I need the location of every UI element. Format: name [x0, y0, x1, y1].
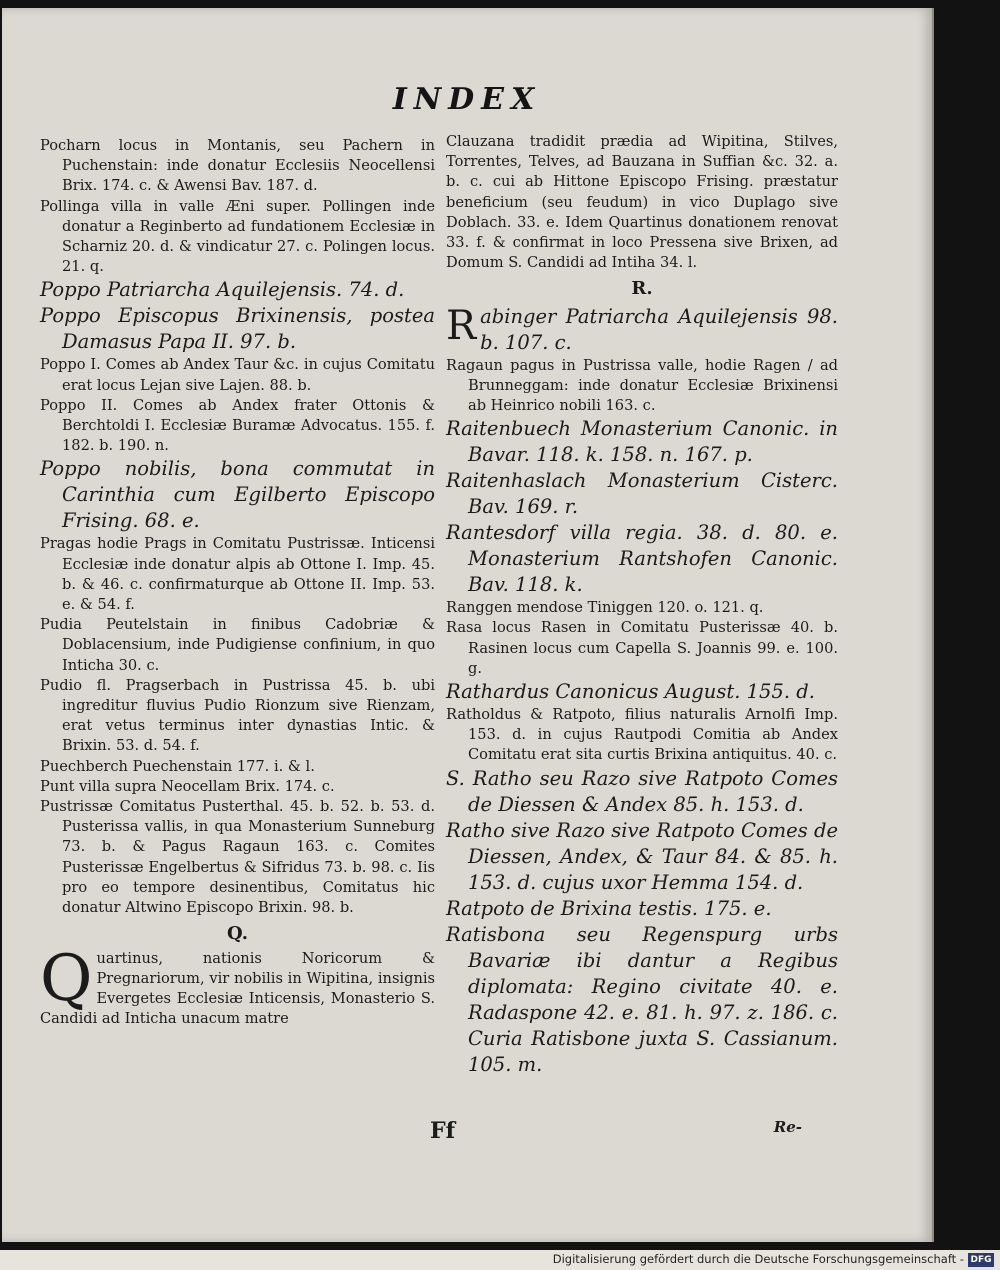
dfg-logo: DFG	[968, 1253, 994, 1267]
entry-text: uartinus, nationis Noricorum & Pregnariorum, vir nobilis in Wipitina, insignis Evergetes Ecclesiæ Inticensis, Monasterio S. Candidi ad Inticha unacum matre	[40, 949, 435, 1028]
index-entry-rabinger	[446, 304, 838, 356]
index-entry: Poppo Patriarcha Aquilejensis. 74. d.	[40, 278, 405, 302]
index-entry: Puechberch Puechenstain 177. i. & l.	[40, 757, 315, 775]
entry-text: abinger Patriarcha Aquilejensis 98. b. 107. c.	[480, 304, 838, 354]
index-entry: Raitenbuech Monasterium Canonic. in Bavar. 118. k. 158. n. 167. p.	[446, 417, 838, 467]
section-letter-r: R.	[631, 278, 653, 300]
digitization-credit: Digitalisierung gefördert durch die Deutsche Forschungsgemeinschaft -	[552, 1252, 964, 1266]
section-letter-q: Q.	[226, 923, 249, 945]
index-entry: Raitenhaslach Monasterium Cisterc. Bav. 169. r.	[446, 469, 838, 519]
index-entry: Poppo nobilis, bona commutat in Carinthia cum Egilberto Episcopo Frising. 68. e.	[40, 457, 435, 533]
index-entry: Ratho sive Razo sive Ratpoto Comes de Diessen, Andex, & Taur 84. & 85. h. 153. d. cujus uxor Hemma 154. d.	[446, 818, 838, 894]
index-entry: S. Ratho seu Razo sive Ratpoto Comes de Diessen & Andex 85. h. 153. d.	[446, 766, 838, 816]
index-entry: Punt villa supra Neocellam Brix. 174. c.	[40, 777, 335, 795]
index-entry-quartinus	[40, 941, 435, 1030]
dropcap-r: R	[446, 302, 477, 349]
index-entry: Pollinga villa in valle Æni super. Pollingen inde donatur a Reginberto ad fundationem Ecclesiæ in Scharniz 20. d. & vindicatur 27. c. Polingen locus. 21. q.	[40, 197, 435, 276]
index-entry: Pudia Peutelstain in finibus Cadobriæ & Doblacensium, inde Pudigiense confinium, in quo Inticha 30. c.	[40, 616, 435, 674]
index-entry: Rantesdorf villa regia. 38. d. 80. e. Monasterium Rantshofen Canonic. Bav. 118. k.	[446, 521, 838, 597]
index-entry: Poppo II. Comes ab Andex frater Ottonis & Berchtoldi I. Ecclesiæ Buramæ Advocatus. 155. f. 182. b. 190. n.	[40, 396, 435, 455]
index-entry: Ratpoto de Brixina testis. 175. e.	[446, 896, 772, 920]
index-entry: Pragas hodie Prags in Comitatu Pustrissæ. Inticensi Ecclesiæ inde donatur alpis ab Ottone I. Imp. 45. b. & 46. c. confirmaturque ab Ottone II. Imp. 53. e. & 54. f.	[40, 535, 435, 614]
index-entry: Poppo I. Comes ab Andex Taur &c. in cujus Comitatu erat locus Lejan sive Lajen. 88. b.	[40, 356, 435, 394]
index-entry: Pudio fl. Pragserbach in Pustrissa 45. b. ubi ingreditur fluvius Pudio Rionzum sive Rienzam, erat vetus terminus inter dynastias Intic. & Brixin. 53. d. 54. f.	[40, 676, 435, 755]
right-column	[446, 132, 838, 1078]
index-entry: Ragaun pagus in Pustrissa valle, hodie Ragen / ad Brunneggam: inde donatur Ecclesiæ Brixinensi ab Heinrico nobili 163. c.	[446, 356, 838, 415]
index-entry: Ratholdus & Ratpoto, filius naturalis Arnolfi Imp. 153. d. in cujus Rautpodi Comitia ab Andex Comitatu erat sita curtis Brixina antiquitus. 40. c.	[446, 706, 838, 764]
index-entry: Rathardus Canonicus August. 155. d.	[446, 680, 815, 704]
catchword: Re-	[773, 1118, 802, 1136]
book-page	[2, 8, 934, 1242]
signature-mark: Ff	[430, 1118, 456, 1144]
index-entry: Rasa locus Rasen in Comitatu Pusterissæ 40. b. Rasinen locus cum Capella S. Joannis 99. e. 100. g.	[446, 619, 838, 677]
dropcap-q: Q	[40, 941, 93, 1016]
index-entry: Ranggen mendose Tiniggen 120. o. 121. q.	[446, 599, 764, 617]
page-header: INDEX	[392, 82, 542, 117]
entry-continuation: Clauzana tradidit prædia ad Wipitina, Stilves, Torrentes, Telves, ad Bauzana in Suffian &c. 32. a. b. c. cui ab Hittone Episcopo Frising. præstatur beneficium (seu feudum) in vico Duplago sive Doblach. 33. e. Idem Quartinus donationem renovat 33. f. & confirmat in loco Pressena sive Brixen, ad Domum S. Candidi ad Intiha 34. l.	[446, 133, 838, 272]
index-entry: Poppo Episcopus Brixinensis, postea Damasus Papa II. 97. b.	[40, 304, 435, 354]
index-entry: Pustrissæ Comitatus Pusterthal. 45. b. 52. b. 53. d. Pusterissa vallis, in qua Monasterium Sunneburg 73. b. & Pagus Ragaun 163. c. Comites Pusterissæ Engelbertus & Sifridus 73. b. 98. c. Iis pro eo tempore desinentibus, Comitatus hic donatur Altwino Episcopo Brixin. 98. b.	[40, 798, 435, 917]
left-column	[40, 136, 435, 1029]
index-entry: Ratisbona seu Regenspurg urbs Bavariæ ibi dantur a Regibus diplomata: Regino civitate 40. e. Radaspone 42. e. 81. h. 97. z. 186. c. Curia Ratisbone juxta S. Cassianum. 105. m.	[446, 922, 838, 1076]
index-entry: Pocharn locus in Montanis, seu Pachern in Puchenstain: inde donatur Ecclesiis Neocellensi Brix. 174. c. & Awensi Bav. 187. d.	[40, 137, 435, 195]
